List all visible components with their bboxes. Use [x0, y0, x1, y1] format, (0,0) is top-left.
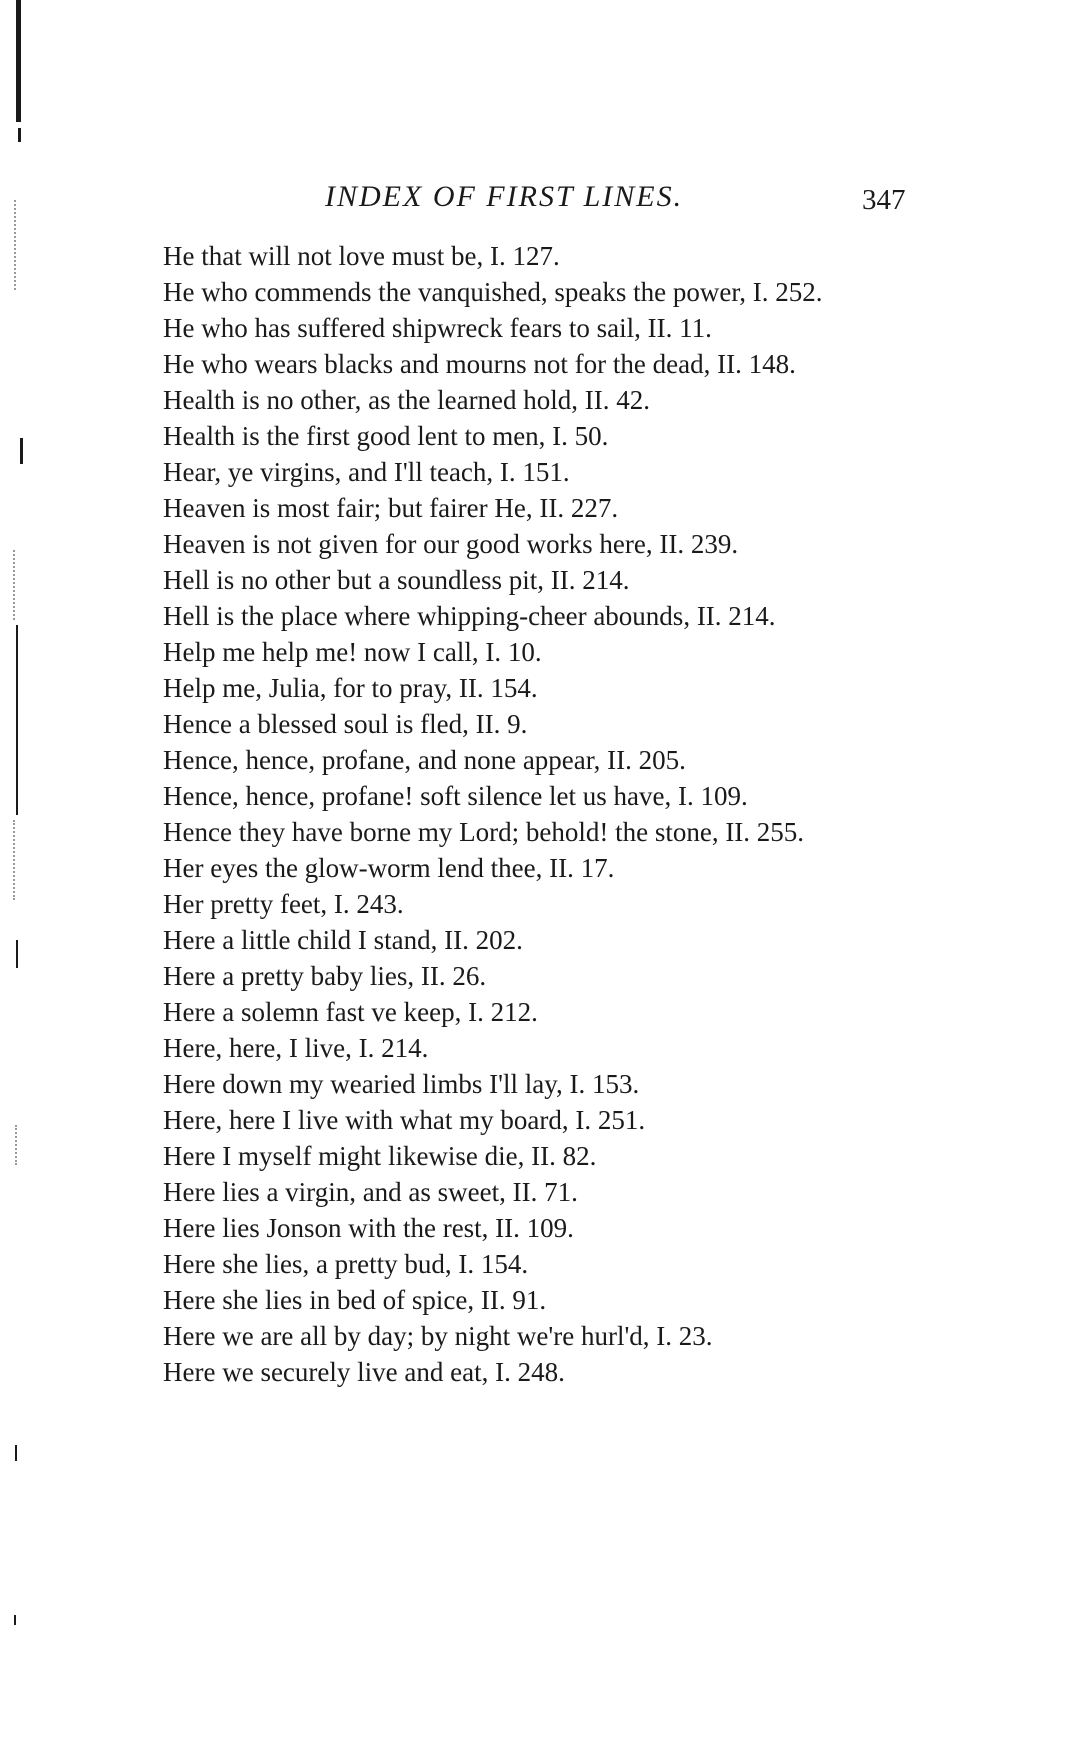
index-entry: Here, here, I live, I. 214. — [163, 1033, 429, 1063]
index-entry: Help me help me! now I call, I. 10. — [163, 637, 542, 667]
index-entry: Her eyes the glow-worm lend thee, II. 17. — [163, 853, 615, 883]
index-entry: Hence, hence, profane! soft silence let us have, I. 109. — [163, 781, 748, 811]
index-entry: Hell is no other but a soundless pit, II. 214. — [163, 565, 630, 595]
index-entry: Health is the first good lent to men, I. 50. — [163, 421, 609, 451]
index-entry: Here we are all by day; by night we're hurl'd, I. 23. — [163, 1321, 713, 1351]
index-entry: Here down my wearied limbs I'll lay, I. 153. — [163, 1069, 640, 1099]
index-entry: Here I myself might likewise die, II. 82. — [163, 1141, 597, 1171]
scan-edge-mark — [20, 438, 23, 464]
index-entry: Health is no other, as the learned hold, II. 42. — [163, 385, 651, 415]
index-entry: He who wears blacks and mourns not for the dead, II. 148. — [163, 349, 796, 379]
index-entry: Hear, ye virgins, and I'll teach, I. 151. — [163, 457, 570, 487]
index-entry: Hence, hence, profane, and none appear, II. 205. — [163, 745, 686, 775]
scan-edge-mark — [16, 940, 18, 968]
scan-edge-dots — [13, 820, 17, 900]
scan-edge-mark — [16, 0, 21, 122]
index-entry: Here lies Jonson with the rest, II. 109. — [163, 1213, 574, 1243]
index-entry: Hell is the place where whipping-cheer abounds, II. 214. — [163, 601, 776, 631]
index-entry: Here we securely live and eat, I. 248. — [163, 1357, 565, 1387]
scan-edge-mark — [18, 128, 21, 142]
index-entry: Here a pretty baby lies, II. 26. — [163, 961, 487, 991]
index-entry: Her pretty feet, I. 243. — [163, 889, 404, 919]
scan-edge-mark — [15, 1445, 17, 1461]
index-entry: Heaven is most fair; but fairer He, II. 227. — [163, 493, 619, 523]
index-entry: He that will not love must be, I. 127. — [163, 241, 560, 271]
scan-edge-dots — [15, 1125, 19, 1165]
index-entry: Here she lies in bed of spice, II. 91. — [163, 1285, 547, 1315]
index-entry: Hence they have borne my Lord; behold! the stone, II. 255. — [163, 817, 805, 847]
index-entry-list — [163, 238, 911, 1390]
running-title: INDEX OF FIRST LINES. — [325, 180, 684, 213]
index-entry: Help me, Julia, for to pray, II. 154. — [163, 673, 538, 703]
scan-edge-mark — [14, 1615, 16, 1625]
index-entry: Here a little child I stand, II. 202. — [163, 925, 523, 955]
index-entry: Hence a blessed soul is fled, II. 9. — [163, 709, 528, 739]
index-entry: Here she lies, a pretty bud, I. 154. — [163, 1249, 529, 1279]
index-entry: He who commends the vanquished, speaks the power, I. 252. — [163, 277, 823, 307]
scan-edge-dots — [13, 550, 17, 620]
index-entry: He who has suffered shipwreck fears to sail, II. 11. — [163, 313, 712, 343]
scan-edge-mark — [16, 625, 18, 815]
index-entry: Here lies a virgin, and as sweet, II. 71. — [163, 1177, 578, 1207]
running-head — [0, 180, 1068, 220]
index-entry: Here a solemn fast ᴠe keep, I. 212. — [163, 997, 538, 1027]
index-entry: Heaven is not given for our good works here, II. 239. — [163, 529, 739, 559]
index-entry: Here, here I live with what my board, I. 251. — [163, 1105, 646, 1135]
page-number: 347 — [862, 184, 906, 216]
